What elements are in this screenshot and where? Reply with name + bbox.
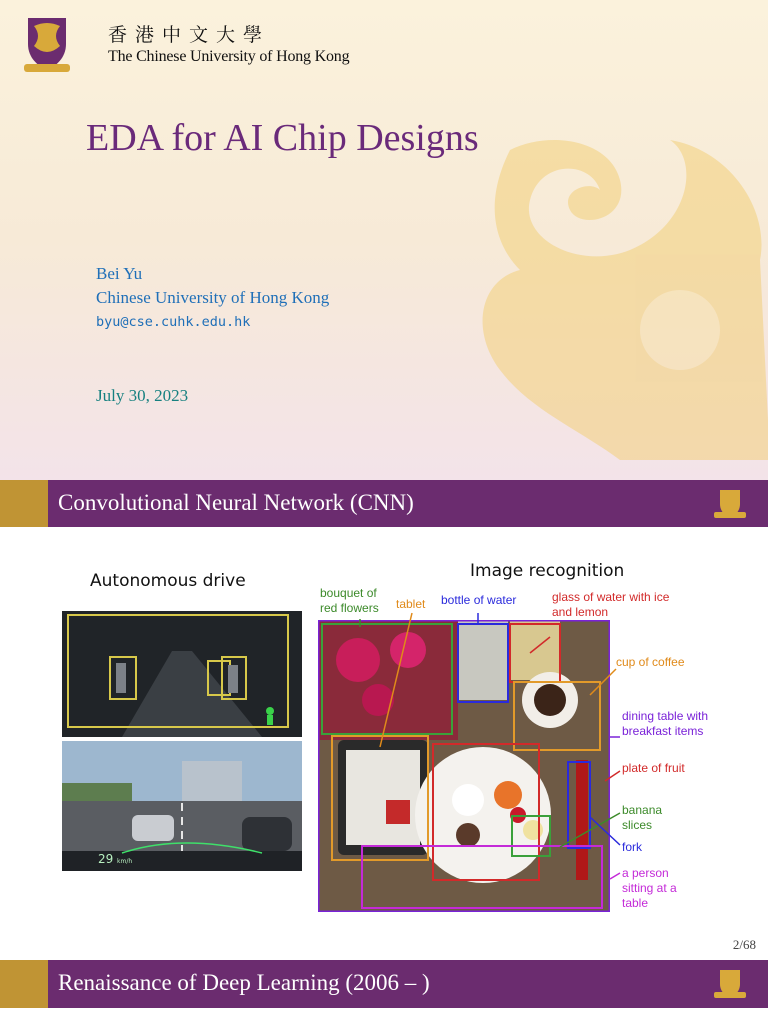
header-accent-bar	[0, 480, 48, 528]
caption-dining-table: dining table with breakfast items	[622, 709, 709, 738]
cnn-slide	[0, 527, 768, 960]
university-name-english: The Chinese University of Hong Kong	[108, 48, 350, 65]
university-logo	[22, 14, 382, 76]
header-accent-bar	[0, 960, 48, 1008]
presentation-title: EDA for AI Chip Designs	[86, 117, 479, 159]
caption-bouquet: bouquet of red flowers	[320, 586, 379, 615]
page-number: 2/68	[732, 937, 756, 952]
caption-banana: banana slices	[622, 803, 663, 832]
title-slide	[0, 0, 768, 480]
caption-glass: glass of water with ice and lemon	[552, 590, 670, 619]
caption-fork: fork	[622, 840, 643, 854]
caption-person: a person sitting at a table	[622, 866, 677, 910]
slide-2-header	[0, 480, 768, 528]
speed-readout: 29	[98, 852, 114, 866]
day-camera-image	[62, 741, 302, 871]
header-crest-icon	[712, 488, 748, 520]
author-affiliation: Chinese University of Hong Kong	[96, 288, 330, 307]
slide-3-header	[0, 960, 768, 1008]
caption-fruit: plate of fruit	[622, 761, 685, 775]
caption-leader-lines	[300, 587, 630, 917]
presentation-date: July 30, 2023	[96, 386, 189, 405]
speed-unit: km/h	[117, 858, 133, 865]
caption-bottle: bottle of water	[441, 593, 517, 607]
header-crest-icon	[712, 968, 748, 1000]
author-name: Bei Yu	[96, 264, 143, 283]
watermark-emblem-icon	[470, 130, 768, 460]
university-crest-icon	[22, 14, 72, 74]
university-name-chinese: 香港中文大學	[108, 24, 271, 46]
slide-2-title: Convolutional Neural Network (CNN)	[58, 490, 414, 515]
author-email: byu@cse.cuhk.edu.hk	[96, 314, 251, 330]
slide-3-title: Renaissance of Deep Learning (2006 – )	[58, 970, 430, 995]
night-camera-image	[62, 611, 302, 737]
caption-tablet: tablet	[396, 597, 426, 611]
image-recognition-label: Image recognition	[470, 561, 625, 581]
autonomous-drive-label: Autonomous drive	[90, 571, 246, 591]
caption-coffee: cup of coffee	[616, 655, 685, 669]
